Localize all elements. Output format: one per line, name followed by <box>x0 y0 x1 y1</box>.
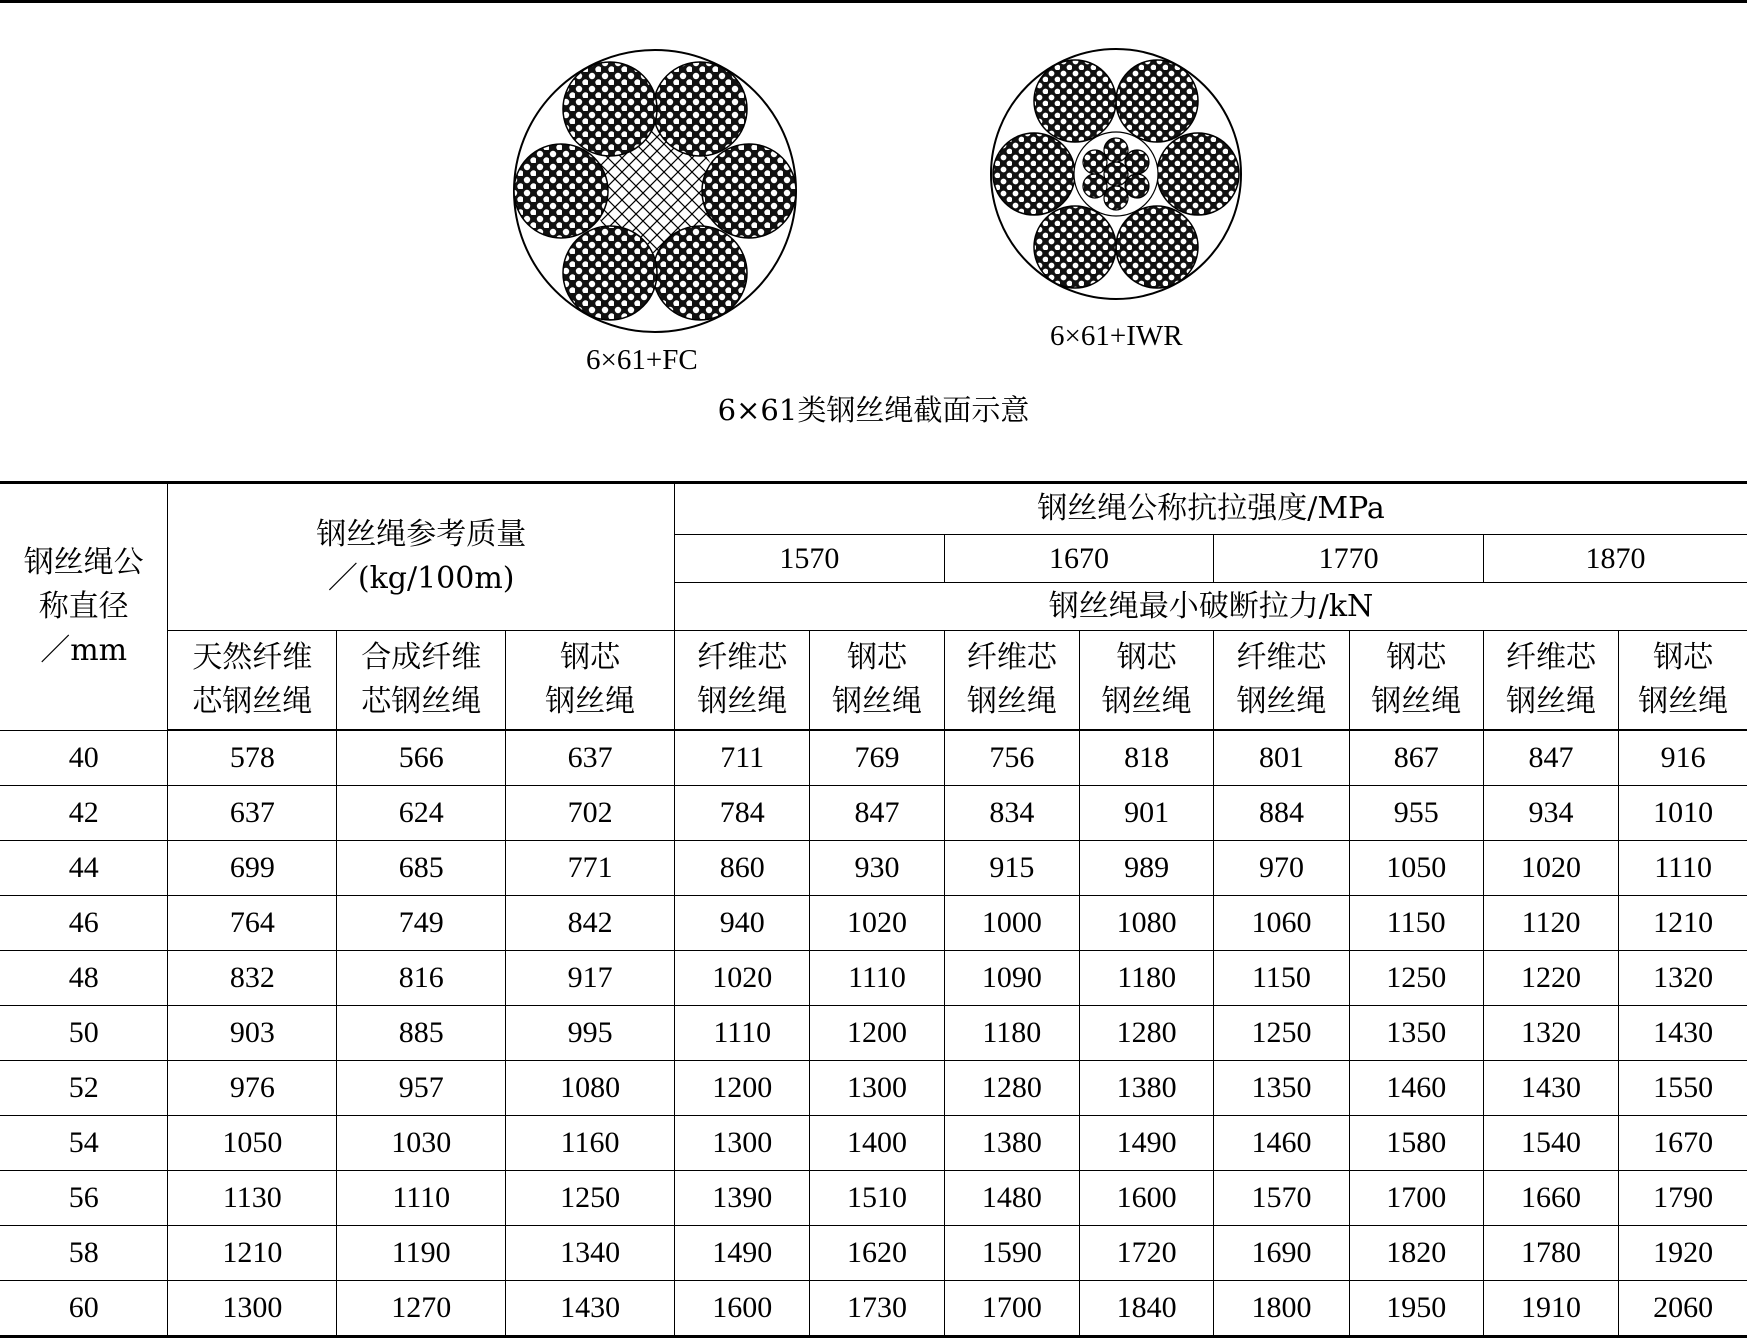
header-nominal-diameter <box>0 483 168 731</box>
table-cell: 1250 <box>506 1171 675 1226</box>
table-row <box>0 896 1747 951</box>
table-cell: 1460 <box>1214 1116 1349 1171</box>
header-mass-line1: 钢丝绳参考质量 <box>316 517 527 552</box>
table-cell: 1210 <box>1619 896 1747 951</box>
table-cell: 756 <box>944 730 1079 786</box>
table-cell: 685 <box>337 841 506 896</box>
table-row <box>0 951 1747 1006</box>
cell-diameter: 40 <box>0 730 168 786</box>
table-cell: 771 <box>506 841 675 896</box>
table-cell: 1320 <box>1483 1006 1618 1061</box>
table-cell: 989 <box>1079 841 1213 896</box>
table-cell: 1570 <box>1214 1171 1349 1226</box>
table-cell: 1820 <box>1349 1226 1483 1281</box>
header-diameter-line1: 钢丝绳公 <box>23 544 144 580</box>
table-cell: 867 <box>1349 730 1483 786</box>
caption-fc: 6×61+FC <box>586 344 698 376</box>
table-row <box>0 1006 1747 1061</box>
table-cell: 976 <box>168 1061 337 1116</box>
header-1670-steel-core <box>1079 631 1213 731</box>
table-cell: 578 <box>168 730 337 786</box>
table-cell: 1200 <box>810 1006 944 1061</box>
table-cell: 1080 <box>1079 896 1213 951</box>
header-synthetic-fiber-core <box>337 631 506 731</box>
header-natural-fiber-core-line1: 天然纤维 <box>192 640 313 675</box>
header-1670-steel-core-line2: 钢丝绳 <box>1101 684 1192 719</box>
header-1670-fiber-core-line2: 钢丝绳 <box>966 684 1057 719</box>
table-cell: 784 <box>675 786 810 841</box>
table-cell: 885 <box>337 1006 506 1061</box>
table-cell: 1720 <box>1079 1226 1213 1281</box>
table-cell: 1200 <box>675 1061 810 1116</box>
header-1770-steel-core <box>1349 631 1483 731</box>
table-cell: 1160 <box>506 1116 675 1171</box>
table-cell: 903 <box>168 1006 337 1061</box>
table-cell: 1580 <box>1349 1116 1483 1171</box>
table-cell: 1730 <box>810 1281 944 1337</box>
table-cell: 832 <box>168 951 337 1006</box>
table-row <box>0 841 1747 896</box>
table-cell: 1620 <box>810 1226 944 1281</box>
table-cell: 1540 <box>1483 1116 1618 1171</box>
table-cell: 1280 <box>944 1061 1079 1116</box>
table-cell: 2060 <box>1619 1281 1747 1337</box>
table-cell: 1250 <box>1349 951 1483 1006</box>
rope-cross-section-fc-diagram <box>510 46 800 336</box>
table-cell: 1060 <box>1214 896 1349 951</box>
table-cell: 995 <box>506 1006 675 1061</box>
table-cell: 1690 <box>1214 1226 1349 1281</box>
table-cell: 624 <box>337 786 506 841</box>
table-cell: 1800 <box>1214 1281 1349 1337</box>
header-steel-core-line2: 钢丝绳 <box>545 684 636 719</box>
header-grade-1570: 1570 <box>675 535 945 583</box>
header-grade-1870: 1870 <box>1483 535 1747 583</box>
header-grade-1770: 1770 <box>1214 535 1484 583</box>
table-cell: 930 <box>810 841 944 896</box>
cell-diameter: 42 <box>0 786 168 841</box>
table-body <box>0 730 1747 1337</box>
table-cell: 1590 <box>944 1226 1079 1281</box>
table-cell: 769 <box>810 730 944 786</box>
table-cell: 934 <box>1483 786 1618 841</box>
cell-diameter: 48 <box>0 951 168 1006</box>
header-diameter-line2: 称直径 <box>38 588 129 624</box>
caption-iwr: 6×61+IWR <box>1050 320 1183 352</box>
table-cell: 1430 <box>1483 1061 1618 1116</box>
header-1870-steel-core-line2: 钢丝绳 <box>1638 684 1729 719</box>
table-cell: 915 <box>944 841 1079 896</box>
header-diameter-unit: ／mm <box>40 632 128 668</box>
table-cell: 1670 <box>1619 1116 1747 1171</box>
table-cell: 1380 <box>1079 1061 1213 1116</box>
header-1570-steel-core <box>810 631 944 731</box>
table-cell: 566 <box>337 730 506 786</box>
header-1870-fiber-core <box>1483 631 1618 731</box>
header-tensile-strength: 钢丝绳公称抗拉强度/MPa <box>675 483 1747 535</box>
table-cell: 1020 <box>1483 841 1618 896</box>
header-1770-steel-core-line2: 钢丝绳 <box>1371 684 1462 719</box>
header-synthetic-fiber-core-line1: 合成纤维 <box>361 640 482 675</box>
table-cell: 1050 <box>168 1116 337 1171</box>
table-row <box>0 786 1747 841</box>
table-row <box>0 730 1747 786</box>
table-cell: 860 <box>675 841 810 896</box>
table-cell: 1000 <box>944 896 1079 951</box>
table-cell: 940 <box>675 896 810 951</box>
table-cell: 1210 <box>168 1226 337 1281</box>
header-1870-fiber-core-line1: 纤维芯 <box>1506 640 1597 675</box>
header-1570-steel-core-line1: 钢芯 <box>847 640 908 675</box>
table-cell: 1700 <box>1349 1171 1483 1226</box>
table-cell: 1510 <box>810 1171 944 1226</box>
table-cell: 1110 <box>675 1006 810 1061</box>
table-cell: 1300 <box>675 1116 810 1171</box>
header-1770-fiber-core-line2: 钢丝绳 <box>1236 684 1327 719</box>
header-steel-core-line1: 钢芯 <box>560 640 621 675</box>
header-1670-steel-core-line1: 钢芯 <box>1116 640 1177 675</box>
table-cell: 818 <box>1079 730 1213 786</box>
header-1770-fiber-core-line1: 纤维芯 <box>1236 640 1327 675</box>
table-cell: 1350 <box>1349 1006 1483 1061</box>
header-min-breaking-force: 钢丝绳最小破断拉力/kN <box>675 583 1747 631</box>
header-1870-fiber-core-line2: 钢丝绳 <box>1506 684 1597 719</box>
table-cell: 1350 <box>1214 1061 1349 1116</box>
table-cell: 1250 <box>1214 1006 1349 1061</box>
rope-cross-section-iwr-diagram <box>988 46 1244 302</box>
table-cell: 699 <box>168 841 337 896</box>
table-cell: 1020 <box>810 896 944 951</box>
table-cell: 917 <box>506 951 675 1006</box>
table-cell: 637 <box>168 786 337 841</box>
table-cell: 1110 <box>1619 841 1747 896</box>
table-cell: 1150 <box>1349 896 1483 951</box>
table-cell: 1110 <box>337 1171 506 1226</box>
header-reference-mass <box>168 483 675 631</box>
table-cell: 901 <box>1079 786 1213 841</box>
table-cell: 1300 <box>168 1281 337 1337</box>
table-cell: 1280 <box>1079 1006 1213 1061</box>
wire-rope-spec-table <box>0 481 1747 1338</box>
table-cell: 1180 <box>1079 951 1213 1006</box>
header-1570-fiber-core-line1: 纤维芯 <box>697 640 788 675</box>
cell-diameter: 60 <box>0 1281 168 1337</box>
cell-diameter: 58 <box>0 1226 168 1281</box>
table-cell: 1130 <box>168 1171 337 1226</box>
header-natural-fiber-core <box>168 631 337 731</box>
table-cell: 1390 <box>675 1171 810 1226</box>
cell-diameter: 52 <box>0 1061 168 1116</box>
table-cell: 637 <box>506 730 675 786</box>
cell-diameter: 50 <box>0 1006 168 1061</box>
table-cell: 1090 <box>944 951 1079 1006</box>
figure-title: 6×61类钢丝绳截面示意 <box>717 393 1030 427</box>
table-cell: 1790 <box>1619 1171 1747 1226</box>
table-cell: 1660 <box>1483 1171 1618 1226</box>
table-cell: 1840 <box>1079 1281 1213 1337</box>
header-subcolumns <box>0 631 1747 731</box>
table-cell: 1950 <box>1349 1281 1483 1337</box>
table-cell: 1050 <box>1349 841 1483 896</box>
table-cell: 1110 <box>810 951 944 1006</box>
table-cell: 1340 <box>506 1226 675 1281</box>
table-cell: 1490 <box>1079 1116 1213 1171</box>
table-cell: 1780 <box>1483 1226 1618 1281</box>
header-1770-steel-core-line1: 钢芯 <box>1386 640 1447 675</box>
table-cell: 1220 <box>1483 951 1618 1006</box>
cell-diameter: 54 <box>0 1116 168 1171</box>
header-1670-fiber-core <box>944 631 1079 731</box>
header-steel-core <box>506 631 675 731</box>
table-cell: 957 <box>337 1061 506 1116</box>
table-cell: 711 <box>675 730 810 786</box>
table-cell: 1910 <box>1483 1281 1618 1337</box>
table-cell: 1430 <box>506 1281 675 1337</box>
table-cell: 1430 <box>1619 1006 1747 1061</box>
table-cell: 842 <box>506 896 675 951</box>
table-cell: 816 <box>337 951 506 1006</box>
cross-section-figure <box>0 0 1747 480</box>
cell-diameter: 44 <box>0 841 168 896</box>
table-cell: 1320 <box>1619 951 1747 1006</box>
header-1870-steel-core <box>1619 631 1747 731</box>
table-row <box>0 1116 1747 1171</box>
table-cell: 749 <box>337 896 506 951</box>
table-cell: 1190 <box>337 1226 506 1281</box>
table-cell: 970 <box>1214 841 1349 896</box>
table-row <box>0 1226 1747 1281</box>
table-cell: 1080 <box>506 1061 675 1116</box>
header-1870-steel-core-line1: 钢芯 <box>1653 640 1714 675</box>
table-cell: 955 <box>1349 786 1483 841</box>
table-cell: 801 <box>1214 730 1349 786</box>
table-cell: 884 <box>1214 786 1349 841</box>
table-cell: 1380 <box>944 1116 1079 1171</box>
table-row <box>0 1061 1747 1116</box>
table-cell: 847 <box>1483 730 1618 786</box>
header-natural-fiber-core-line2: 芯钢丝绳 <box>192 684 313 719</box>
header-1670-fiber-core-line1: 纤维芯 <box>966 640 1057 675</box>
table-row <box>0 1171 1747 1226</box>
cell-diameter: 46 <box>0 896 168 951</box>
table-cell: 1120 <box>1483 896 1618 951</box>
table-cell: 1480 <box>944 1171 1079 1226</box>
header-grade-1670: 1670 <box>944 535 1214 583</box>
cell-diameter: 56 <box>0 1171 168 1226</box>
table-cell: 847 <box>810 786 944 841</box>
header-mass-unit: ／(kg/100m) <box>327 561 515 596</box>
header-1770-fiber-core <box>1214 631 1349 731</box>
header-1570-fiber-core <box>675 631 810 731</box>
header-1570-fiber-core-line2: 钢丝绳 <box>697 684 788 719</box>
table-cell: 1460 <box>1349 1061 1483 1116</box>
table-cell: 1600 <box>1079 1171 1213 1226</box>
independent-wire-rope-core <box>1074 132 1158 216</box>
table-cell: 1400 <box>810 1116 944 1171</box>
table-cell: 1030 <box>337 1116 506 1171</box>
table-cell: 764 <box>168 896 337 951</box>
table-cell: 1180 <box>944 1006 1079 1061</box>
header-synthetic-fiber-core-line2: 芯钢丝绳 <box>361 684 482 719</box>
table-cell: 702 <box>506 786 675 841</box>
table-cell: 1270 <box>337 1281 506 1337</box>
table-cell: 1550 <box>1619 1061 1747 1116</box>
table-cell: 916 <box>1619 730 1747 786</box>
table-row <box>0 1281 1747 1337</box>
table-cell: 1600 <box>675 1281 810 1337</box>
table-cell: 1920 <box>1619 1226 1747 1281</box>
table-cell: 1300 <box>810 1061 944 1116</box>
header-1570-steel-core-line2: 钢丝绳 <box>832 684 923 719</box>
table-cell: 834 <box>944 786 1079 841</box>
table-cell: 1700 <box>944 1281 1079 1337</box>
table-cell: 1150 <box>1214 951 1349 1006</box>
table-cell: 1490 <box>675 1226 810 1281</box>
table-cell: 1010 <box>1619 786 1747 841</box>
table-cell: 1020 <box>675 951 810 1006</box>
